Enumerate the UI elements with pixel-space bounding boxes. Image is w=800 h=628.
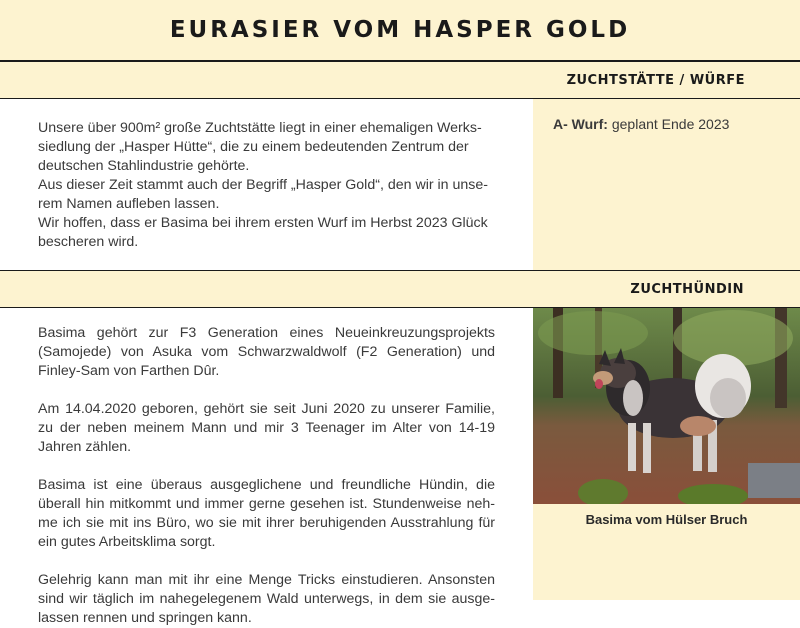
litter-sidebar	[533, 99, 800, 270]
dog-photo[interactable]	[533, 308, 800, 504]
paragraph: Gelehrig kann man mit ihr eine Menge Tricks einstudieren. Ansonsten sind wir täglich im nahegelegenem Wald unterwegs, in dem sie ausge-lassen rennen und springen kann.	[38, 572, 495, 626]
paragraph: Basima ist eine überaus ausgeglichene und freundliche Hündin, die überall hin mitkommt und immer gerne gesehen ist. Stundenweise neh-me ich sie mit ins Büro, wo sie mit ihrer beruhigenden Ausstrahlung für ein gutes Arbeitsklima sorgt.	[38, 477, 495, 550]
section-bar-zuchthuendin	[0, 270, 800, 308]
litter-label: A- Wurf:	[553, 116, 608, 132]
section-heading-zuchthuendin: ZUCHTHÜNDIN	[630, 281, 744, 297]
litter-value: geplant Ende 2023	[611, 116, 730, 132]
section-zuchtstaette	[0, 99, 800, 270]
text-line: Unsere über 900m² große Zuchtstätte liegt in einer ehemaligen Werks-	[38, 120, 482, 136]
text-line: siedlung der „Hasper Hütte“, die zu einem bedeutenden Zentrum der	[38, 139, 469, 155]
paragraph: Basima gehört zur F3 Generation eines Neueinkreuzungsprojekts (Samojede) von Asuka vom Schwarzwaldwolf (F2 Generation) und Finley-Sam von Farthen Dûr.	[38, 325, 495, 379]
text-line: bescheren wird.	[38, 234, 139, 250]
text-line: Wir hoffen, dass er Basima bei ihrem ersten Wurf im Herbst 2023 Glück	[38, 215, 488, 231]
text-line: rem Namen aufleben lassen.	[38, 196, 220, 212]
text-line: Aus dieser Zeit stammt auch der Begriff „Hasper Gold“, den wir in unse-	[38, 177, 488, 193]
site-title: EURASIER VOM HASPER GOLD	[169, 17, 631, 43]
section-heading-zuchtstaette: ZUCHTSTÄTTE / WÜRFE	[566, 72, 745, 88]
site-header	[0, 0, 800, 62]
photo-sidebar	[533, 308, 800, 600]
rock	[748, 463, 800, 498]
zuchtstaette-text	[0, 99, 533, 270]
zuchthuendin-text	[0, 308, 533, 626]
foliage	[538, 311, 648, 355]
section-zuchthuendin	[0, 308, 800, 626]
section-bar-zuchtstaette	[0, 62, 800, 99]
paragraph: Am 14.04.2020 geboren, gehört sie seit Juni 2020 zu unserer Familie, zu der neben meinem Mann und mir 3 Teenager im Alter von 14-19 Jahren zählen.	[38, 401, 495, 455]
text-line: deutschen Stahlindustrie gehörte.	[38, 158, 250, 174]
photo-caption: Basima vom Hülser Bruch	[585, 512, 748, 527]
